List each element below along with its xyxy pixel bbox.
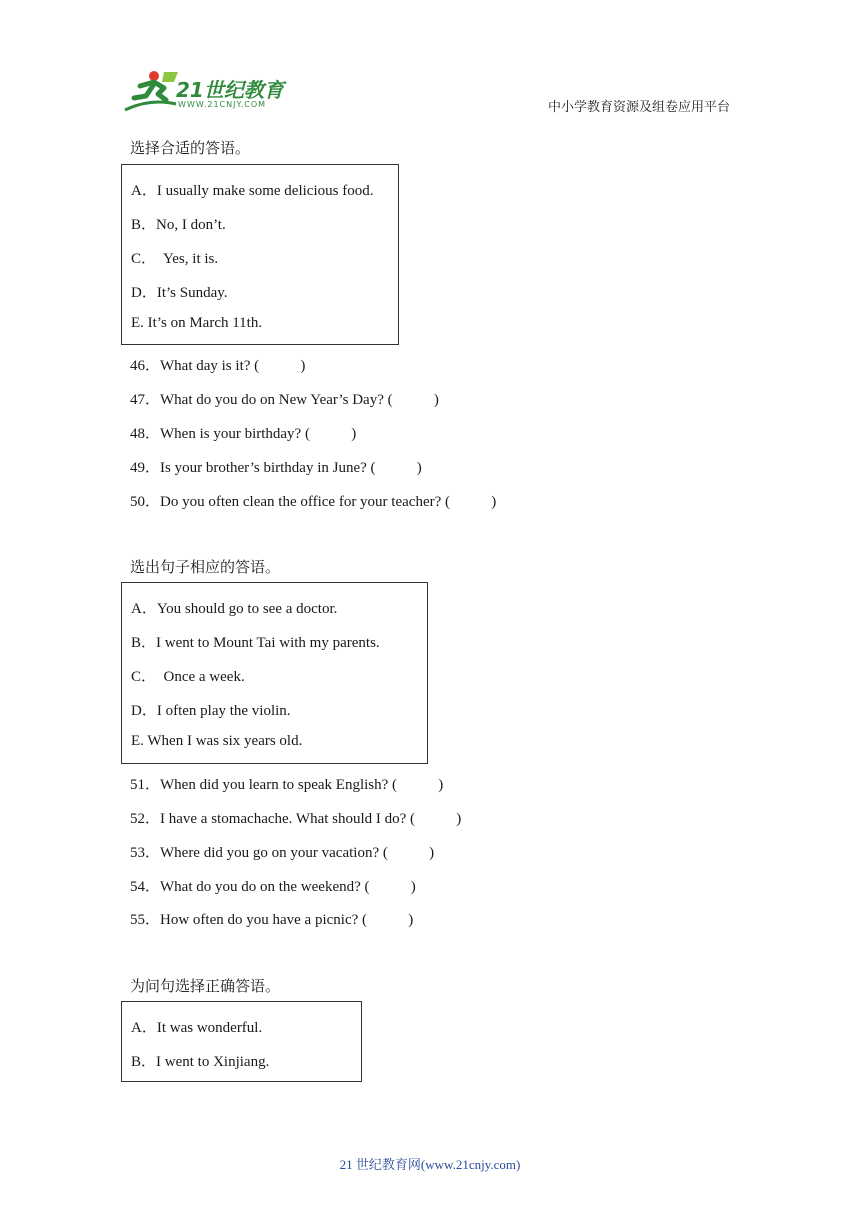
question-50: 50．Do you often clean the office for your teacher? ( ) bbox=[130, 494, 497, 510]
footer-text: 21 世纪教育网(www.21cnjy.com) bbox=[339, 1157, 521, 1172]
logo-text: 21世纪教育 bbox=[176, 78, 284, 102]
option-a: A．You should go to see a doctor. bbox=[131, 601, 338, 617]
question-49: 49．Is your brother’s birthday in June? ( ) bbox=[130, 460, 422, 476]
question-55: 55．How often do you have a picnic? ( ) bbox=[130, 912, 414, 928]
option-d: D．It’s Sunday. bbox=[131, 285, 228, 301]
option-b: B．I went to Xinjiang. bbox=[131, 1054, 270, 1070]
option-e: E. It’s on March 11th. bbox=[131, 315, 263, 331]
question-52: 52．I have a stomachache. What should I do? ( ) bbox=[130, 811, 462, 827]
option-a: A．I usually make some delicious food. bbox=[131, 183, 374, 199]
section-2-title: 选出句子相应的答语。 bbox=[130, 560, 281, 576]
option-a: A．It was wonderful. bbox=[131, 1020, 263, 1036]
option-e: E. When I was six years old. bbox=[131, 733, 303, 749]
option-c: C． Yes, it is. bbox=[131, 251, 219, 267]
logo-url: WWW.21CNJY.COM bbox=[178, 100, 267, 109]
question-53: 53．Where did you go on your vacation? ( ) bbox=[130, 845, 435, 861]
section-1-options-box bbox=[121, 164, 399, 345]
option-b: B．No, I don’t. bbox=[131, 217, 226, 233]
question-51: 51．When did you learn to speak English? ( ) bbox=[130, 777, 444, 793]
section-3-title: 为问句选择正确答语。 bbox=[130, 979, 281, 995]
logo bbox=[120, 68, 290, 114]
header-platform-text: 中小学教育资源及组卷应用平台 bbox=[548, 99, 731, 114]
section-3-options-box bbox=[121, 1001, 362, 1082]
section-1-title: 选择合适的答语。 bbox=[130, 141, 251, 157]
question-48: 48．When is your birthday? ( ) bbox=[130, 426, 357, 442]
question-54: 54．What do you do on the weekend? ( ) bbox=[130, 879, 416, 895]
question-46: 46．What day is it? ( ) bbox=[130, 358, 306, 374]
section-2-options-box bbox=[121, 582, 428, 764]
option-d: D．I often play the violin. bbox=[131, 703, 291, 719]
option-b: B．I went to Mount Tai with my parents. bbox=[131, 635, 380, 651]
option-c: C． Once a week. bbox=[131, 669, 245, 685]
question-47: 47．What do you do on New Year’s Day? ( ) bbox=[130, 392, 439, 408]
